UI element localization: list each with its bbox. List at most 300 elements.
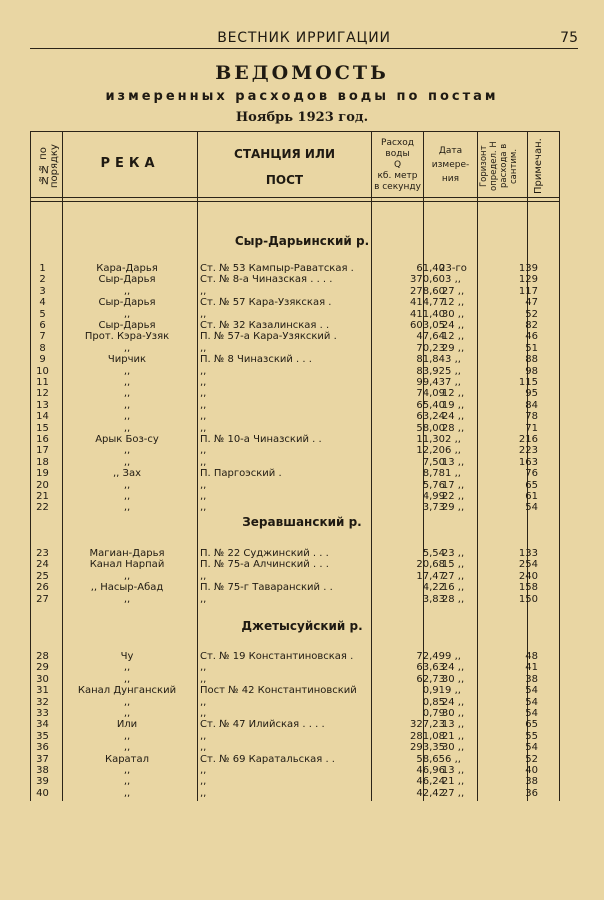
row-number: 38: [36, 765, 49, 776]
header-rule: [30, 48, 578, 49]
horizon-cell: 158: [518, 582, 538, 594]
horizon-cell: 65: [525, 719, 538, 731]
river-cell: ,,: [123, 696, 131, 708]
flow-cell: 3,73: [422, 502, 445, 514]
col-header-station-line2: ПОСТ: [265, 173, 304, 187]
col-header-flow: Расход воды Q кб. метр в секунду: [374, 138, 421, 192]
table-row: [30, 719, 558, 730]
date-cell: 15 ,,: [441, 559, 465, 571]
station-cell: ,,: [200, 787, 207, 799]
station-cell: П. № 57-а Кара-Узякский .: [200, 331, 337, 343]
river-cell: ,,: [123, 742, 131, 754]
row-number: 1: [39, 263, 46, 274]
flow-cell: 0,79: [422, 708, 445, 719]
col-header-number: №№ по порядку: [38, 144, 60, 188]
date-cell: 9 ,,: [445, 651, 461, 662]
row-number: 7: [39, 331, 46, 343]
row-number: 40: [36, 787, 49, 799]
river-cell: ,, Зах: [113, 468, 141, 480]
row-number: 15: [36, 422, 49, 434]
horizon-cell: 223: [518, 445, 538, 457]
table-row: [30, 297, 558, 308]
date-cell: 16 ,,: [441, 582, 465, 594]
row-number: 28: [36, 651, 49, 662]
table-row: [30, 788, 558, 799]
table-row: [30, 400, 558, 411]
row-number: 21: [36, 491, 49, 502]
river-cell: ,,: [123, 662, 131, 674]
river-cell: Сыр-Дарья: [98, 297, 156, 309]
table-row: [30, 662, 558, 673]
table-row: [30, 594, 558, 605]
river-cell: ,,: [123, 399, 131, 411]
row-number: 20: [36, 479, 49, 491]
flow-cell: 411,40: [410, 308, 445, 320]
date-cell: 6 ,,: [445, 753, 461, 765]
document-subtitle: измеренных расходов воды по постам: [105, 89, 499, 104]
horizon-cell: 76: [525, 468, 538, 480]
river-cell: ,,: [123, 377, 131, 388]
flow-cell: 0,85: [422, 696, 445, 708]
river-cell: ,,: [123, 422, 131, 434]
table-row: [30, 480, 558, 491]
river-cell: ,,: [123, 673, 131, 685]
station-cell: ,,: [200, 456, 207, 468]
row-number: 10: [36, 365, 49, 377]
section-heading: Зеравшанский р.: [242, 515, 362, 529]
station-cell: Ст. № 8-а Чиназская . . . .: [200, 274, 333, 286]
flow-cell: 74,09: [416, 388, 445, 400]
row-number: 37: [36, 753, 49, 765]
flow-cell: 72,49: [416, 651, 445, 662]
row-number: 24: [36, 559, 49, 571]
station-cell: ,,: [200, 479, 207, 491]
row-number: 35: [36, 730, 49, 742]
table-row: [30, 331, 558, 342]
table-row: [30, 445, 558, 456]
flow-cell: 3,83: [422, 593, 445, 605]
station-cell: Ст. № 47 Илийская . . . .: [200, 719, 325, 731]
station-cell: ,,: [200, 662, 207, 674]
table-row: [30, 343, 558, 354]
date-cell: 29 ,,: [441, 502, 465, 514]
river-cell: ,,: [123, 787, 131, 799]
flow-cell: 4,22: [422, 582, 445, 594]
horizon-cell: 38: [525, 776, 538, 788]
station-cell: Ст. № 19 Константиновская .: [200, 651, 354, 662]
date-cell: 30 ,,: [441, 673, 465, 685]
river-cell: Прот. Кэра-Узяк: [84, 331, 170, 343]
horizon-cell: 65: [525, 479, 538, 491]
station-cell: ,,: [200, 285, 207, 297]
flow-cell: 63,24: [416, 411, 445, 423]
horizon-cell: 150: [518, 593, 538, 605]
date-cell: 5 ,,: [445, 365, 461, 377]
flow-cell: 17,47: [416, 570, 445, 582]
flow-cell: 281,08: [410, 730, 445, 742]
horizon-cell: 52: [525, 753, 538, 765]
station-cell: Ст. № 69 Каратальская . .: [200, 753, 335, 765]
date-cell: 23 ,,: [441, 548, 465, 559]
flow-cell: 62,73: [416, 673, 445, 685]
horizon-cell: 254: [518, 559, 538, 571]
date-cell: 13 ,,: [441, 765, 465, 776]
river-cell: ,, Насыр-Абад: [90, 582, 164, 594]
date-cell: 24 ,,: [441, 662, 465, 674]
flow-cell: 99,43: [416, 377, 445, 388]
table-row: [30, 571, 558, 582]
river-cell: ,,: [123, 285, 131, 297]
table-row: [30, 502, 558, 513]
row-number: 29: [36, 662, 49, 674]
station-cell: П. № 10-а Чиназский . .: [200, 434, 322, 445]
date-cell: 30 ,,: [441, 742, 465, 754]
table-row: [30, 674, 558, 685]
horizon-cell: 54: [525, 685, 538, 697]
horizon-cell: 51: [525, 342, 538, 354]
station-cell: П. № 75-г Таваранский . .: [200, 582, 333, 594]
station-cell: ,,: [200, 411, 207, 423]
horizon-cell: 54: [525, 708, 538, 719]
date-cell: 12 ,,: [441, 331, 465, 343]
station-cell: Пост № 42 Константиновский: [200, 685, 357, 697]
date-cell: 12 ,,: [441, 388, 465, 400]
row-number: 3: [39, 285, 46, 297]
river-cell: ,,: [123, 491, 131, 502]
row-number: 25: [36, 570, 49, 582]
river-cell: ,,: [123, 388, 131, 400]
station-cell: ,,: [200, 730, 207, 742]
row-number: 11: [36, 377, 49, 388]
horizon-cell: 41: [525, 662, 538, 674]
flow-cell: 5,54: [422, 548, 445, 559]
river-cell: ,,: [123, 308, 131, 320]
flow-cell: 20,68: [416, 559, 445, 571]
horizon-cell: 54: [525, 696, 538, 708]
table-row: [30, 685, 558, 696]
station-cell: ,,: [200, 696, 207, 708]
flow-cell: 11,30: [416, 434, 445, 445]
row-number: 31: [36, 685, 49, 697]
table-row: [30, 411, 558, 422]
table-row: [30, 491, 558, 502]
horizon-cell: 133: [518, 548, 538, 559]
station-cell: ,,: [200, 422, 207, 434]
horizon-cell: 71: [525, 422, 538, 434]
horizon-cell: 78: [525, 411, 538, 423]
row-number: 27: [36, 593, 49, 605]
date-cell: 19 ,,: [441, 399, 465, 411]
flow-cell: 58,65: [416, 753, 445, 765]
row-number: 36: [36, 742, 49, 754]
horizon-cell: 115: [518, 377, 538, 388]
date-cell: 13 ,,: [441, 456, 465, 468]
horizon-cell: 54: [525, 742, 538, 754]
row-number: 34: [36, 719, 49, 731]
date-cell: 28 ,,: [441, 422, 465, 434]
date-cell: 27 ,,: [441, 787, 465, 799]
table-row: [30, 263, 558, 274]
horizon-cell: 48: [525, 651, 538, 662]
flow-cell: 46,96: [416, 765, 445, 776]
station-cell: ,,: [200, 399, 207, 411]
flow-cell: 5,76: [422, 479, 445, 491]
horizon-cell: 40: [525, 765, 538, 776]
col-header-station-line1: СТАНЦИЯ ИЛИ: [234, 147, 335, 161]
table-row: [30, 697, 558, 708]
station-cell: ,,: [200, 765, 207, 776]
row-number: 32: [36, 696, 49, 708]
river-cell: ,,: [123, 776, 131, 788]
section-heading: Сыр-Дарьинский р.: [234, 234, 370, 248]
row-number: 12: [36, 388, 49, 400]
station-cell: ,,: [200, 342, 207, 354]
station-cell: ,,: [200, 776, 207, 788]
horizon-cell: 84: [525, 399, 538, 411]
flow-cell: 70,23: [416, 342, 445, 354]
date-cell: 28 ,,: [441, 593, 465, 605]
date-cell: 6 ,,: [445, 445, 461, 457]
river-cell: ,,: [123, 708, 131, 719]
river-cell: ,,: [123, 411, 131, 423]
running-header: [30, 28, 578, 48]
date-cell: 24 ,,: [441, 320, 465, 331]
page-number: 75: [560, 30, 578, 46]
horizon-cell: 54: [525, 502, 538, 514]
station-cell: Ст. № 32 Казалинская . .: [200, 320, 330, 331]
date-cell: 21 ,,: [441, 730, 465, 742]
table-row: [30, 765, 558, 776]
header-bottom-rule: [31, 201, 559, 202]
river-cell: ,,: [123, 730, 131, 742]
river-cell: ,,: [123, 765, 131, 776]
station-cell: ,,: [200, 570, 207, 582]
flow-cell: 46,24: [416, 776, 445, 788]
section-heading: Джетысуйский р.: [241, 619, 363, 633]
date-cell: 3 ,,: [445, 274, 461, 286]
date-cell: 1 ,,: [445, 468, 461, 480]
document-period: Ноябрь 1923 год.: [235, 110, 369, 125]
table-row: [30, 457, 558, 468]
header-bottom-rule: [31, 197, 559, 198]
row-number: 23: [36, 548, 49, 559]
table-row: [30, 754, 558, 765]
flow-cell: 65,40: [416, 399, 445, 411]
col-header-horizon: Горизонт определ. Н расхода в сантим.: [479, 141, 519, 191]
flow-cell: 61,40: [416, 263, 445, 274]
row-number: 4: [39, 297, 46, 309]
river-cell: Канал Дунганский: [77, 685, 177, 697]
table-row: [30, 309, 558, 320]
table-row: [30, 468, 558, 479]
table-row: [30, 354, 558, 365]
horizon-cell: 240: [518, 570, 538, 582]
flow-cell: 47,64: [416, 331, 445, 343]
horizon-cell: 163: [518, 456, 538, 468]
table-row: [30, 377, 558, 388]
row-number: 9: [39, 354, 46, 366]
station-cell: П. № 22 Суджинский . . .: [200, 548, 329, 559]
station-cell: Ст. № 57 Кара-Узякская .: [200, 297, 332, 309]
station-cell: П. № 75-а Алчинский . . .: [200, 559, 329, 571]
row-number: 6: [39, 320, 46, 331]
station-cell: ,,: [200, 708, 207, 719]
date-cell: 12 ,,: [441, 297, 465, 309]
row-number: 18: [36, 456, 49, 468]
flow-cell: 12,20: [416, 445, 445, 457]
station-cell: ,,: [200, 491, 207, 502]
table-row: [30, 651, 558, 662]
table-row: [30, 434, 558, 445]
river-cell: Сыр-Дарья: [98, 274, 156, 286]
date-cell: 27 ,,: [441, 285, 465, 297]
flow-cell: 327,23: [410, 719, 445, 731]
station-cell: П. № 8 Чиназский . . .: [200, 354, 312, 366]
date-cell: 24 ,,: [441, 696, 465, 708]
river-cell: ,,: [123, 445, 131, 457]
row-number: 30: [36, 673, 49, 685]
horizon-cell: 98: [525, 365, 538, 377]
col-header-note: Примечан.: [533, 138, 544, 194]
horizon-cell: 52: [525, 308, 538, 320]
station-cell: ,,: [200, 365, 207, 377]
date-cell: 27 ,,: [441, 570, 465, 582]
horizon-cell: 216: [518, 434, 538, 445]
table-row: [30, 274, 558, 285]
flow-cell: 278,60: [410, 285, 445, 297]
river-cell: ,,: [123, 456, 131, 468]
flow-cell: 63,63: [416, 662, 445, 674]
river-cell: Магиан-Дарья: [89, 548, 165, 559]
date-cell: 22 ,,: [441, 491, 465, 502]
flow-cell: 370,60: [410, 274, 445, 286]
flow-cell: 58,00: [416, 422, 445, 434]
station-cell: ,,: [200, 593, 207, 605]
row-number: 8: [39, 342, 46, 354]
station-cell: Ст. № 53 Кампыр-Раватская .: [200, 263, 354, 274]
horizon-cell: 139: [518, 263, 538, 274]
table-row: [30, 286, 558, 297]
table-row: [30, 742, 558, 753]
flow-cell: 42,42: [416, 787, 445, 799]
row-number: 22: [36, 502, 49, 514]
date-cell: 21 ,,: [441, 776, 465, 788]
flow-cell: 603,05: [410, 320, 445, 331]
col-header-river: РЕКА: [100, 156, 160, 171]
river-cell: Арык Боз-су: [95, 434, 159, 445]
river-cell: Кара-Дарья: [96, 263, 158, 274]
date-cell: 3 ,,: [445, 354, 461, 366]
row-number: 14: [36, 411, 49, 423]
table-row: [30, 423, 558, 434]
table-row: [30, 548, 558, 559]
row-number: 39: [36, 776, 49, 788]
horizon-cell: 95: [525, 388, 538, 400]
horizon-cell: 38: [525, 673, 538, 685]
flow-cell: 293,35: [410, 742, 445, 754]
horizon-cell: 55: [525, 730, 538, 742]
date-cell: 2 ,,: [445, 434, 461, 445]
flow-cell: 0,91: [422, 685, 445, 697]
row-number: 16: [36, 434, 49, 445]
flow-cell: 414,77: [410, 297, 445, 309]
station-cell: П. Паргоэский .: [200, 468, 282, 480]
journal-title: ВЕСТНИК ИРРИГАЦИИ: [217, 30, 391, 46]
table-row: [30, 731, 558, 742]
col-header-date: Дата измере- ния: [431, 146, 470, 184]
table-row: [30, 708, 558, 719]
flow-cell: 7,50: [422, 456, 445, 468]
row-number: 33: [36, 708, 49, 719]
horizon-cell: 82: [525, 320, 538, 331]
date-cell: 7 ,,: [445, 377, 461, 388]
station-cell: ,,: [200, 377, 207, 388]
station-cell: ,,: [200, 388, 207, 400]
river-cell: Чу: [120, 651, 134, 662]
document-title: ВЕДОМОСТЬ: [215, 62, 389, 84]
river-cell: ,,: [123, 593, 131, 605]
date-cell: 30 ,,: [441, 708, 465, 719]
station-cell: ,,: [200, 673, 207, 685]
table-row: [30, 559, 558, 570]
date-cell: 9 ,,: [445, 685, 461, 697]
row-number: 2: [39, 274, 46, 286]
row-number: 13: [36, 399, 49, 411]
date-cell: 24 ,,: [441, 411, 465, 423]
river-cell: Или: [116, 719, 138, 731]
river-cell: Сыр-Дарья: [98, 320, 156, 331]
flow-cell: 83,92: [416, 365, 445, 377]
date-cell: 23-го: [439, 263, 467, 274]
river-cell: ,,: [123, 570, 131, 582]
river-cell: ,,: [123, 502, 131, 514]
flow-cell: 81,84: [416, 354, 445, 366]
station-cell: ,,: [200, 742, 207, 754]
row-number: 5: [39, 308, 46, 320]
table-row: [30, 582, 558, 593]
horizon-cell: 129: [518, 274, 538, 286]
station-cell: ,,: [200, 308, 207, 320]
horizon-cell: 61: [525, 491, 538, 502]
horizon-cell: 46: [525, 331, 538, 343]
river-cell: Каратал: [104, 753, 150, 765]
row-number: 26: [36, 582, 49, 594]
date-cell: 30 ,,: [441, 308, 465, 320]
river-cell: Чирчик: [107, 354, 147, 366]
station-cell: ,,: [200, 445, 207, 457]
row-number: 19: [36, 468, 49, 480]
river-cell: ,,: [123, 365, 131, 377]
table-row: [30, 320, 558, 331]
flow-cell: 4,99: [422, 491, 445, 502]
row-number: 17: [36, 445, 49, 457]
date-cell: 29 ,,: [441, 342, 465, 354]
date-cell: 13 ,,: [441, 719, 465, 731]
horizon-cell: 36: [525, 787, 538, 799]
horizon-cell: 88: [525, 354, 538, 366]
table-row: [30, 776, 558, 787]
table-row: [30, 388, 558, 399]
river-cell: ,,: [123, 479, 131, 491]
table-row: [30, 366, 558, 377]
station-cell: ,,: [200, 502, 207, 514]
flow-cell: 8,78: [422, 468, 445, 480]
horizon-cell: 47: [525, 297, 538, 309]
river-cell: ,,: [123, 342, 131, 354]
date-cell: 17 ,,: [441, 479, 465, 491]
horizon-cell: 117: [518, 285, 538, 297]
river-cell: Канал Нарпай: [89, 559, 165, 571]
